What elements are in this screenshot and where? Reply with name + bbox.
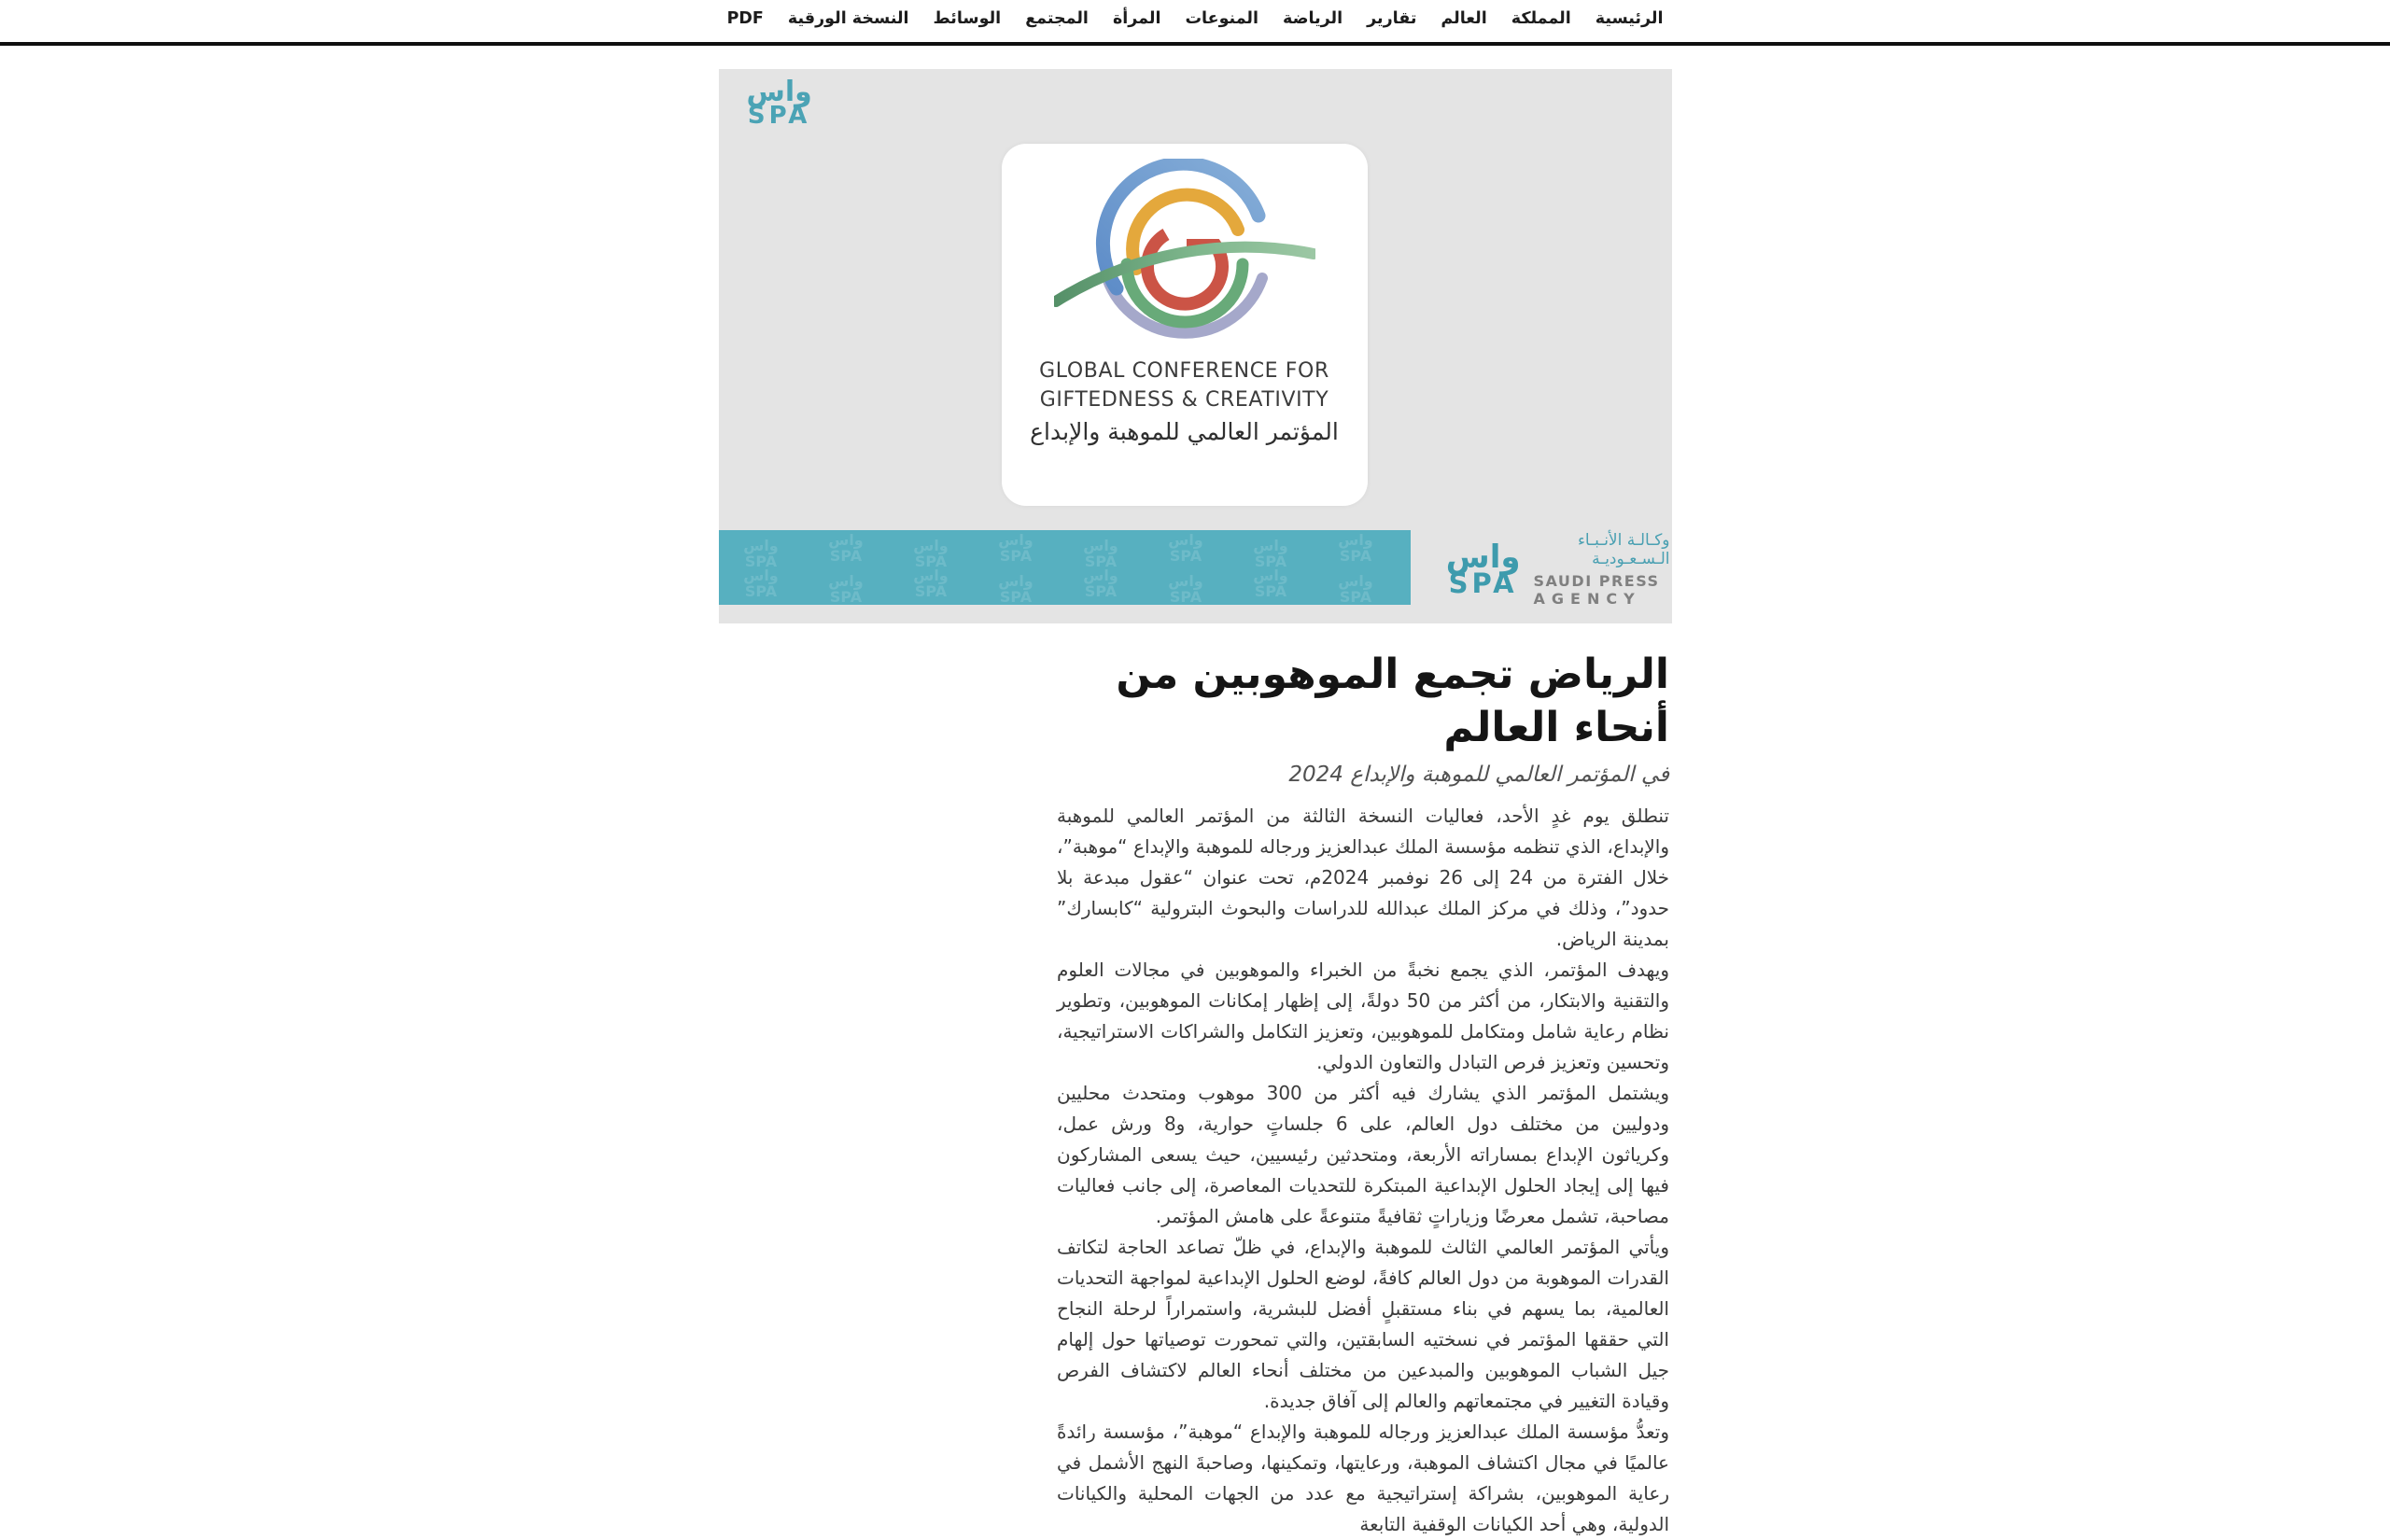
- nav-item-print-edition[interactable]: النسخة الورقية: [787, 9, 909, 28]
- spa-pattern-tile: واس SPA: [913, 537, 949, 570]
- nav-item-women[interactable]: المرأة: [1112, 9, 1161, 28]
- nav-item-world[interactable]: العالم: [1441, 9, 1487, 28]
- nav-item-sports[interactable]: الرياضة: [1283, 9, 1343, 28]
- article-paragraph: تنطلق يوم غدٍ الأحد، فعاليات النسخة الثالثة من المؤتمر العالمي للموهبة والإبداع، الذي تنظمه مؤسسة الملك عبدالعزيز ورجاله للموهبة والإبداع “موهبة”، خلال الفترة من 24 إلى 26 نوفمبر 2024م، تحت عنوان “عقول مبدعة بلا حدود”، وذلك في مركز الملك عبدالله للدراسات والبحوث البترولية “كابسارك” بمدينة الرياض.: [1057, 805, 1670, 950]
- article-body: [1057, 801, 1669, 1540]
- nav-item-media[interactable]: الوسائط: [933, 9, 1002, 28]
- spa-watermark-arabic: واس: [746, 76, 812, 108]
- agency-name-ar-line1: وكـالـة الأنـبـاء: [1577, 531, 1670, 550]
- spa-pattern-tile: [1399, 538, 1411, 573]
- agency-name-block: [1534, 531, 1670, 608]
- conference-title-en-line1: GLOBAL CONFERENCE FOR: [1039, 359, 1329, 383]
- spa-pattern-tile: واس SPA: [1338, 572, 1373, 605]
- agency-name-ar-line2: الـسـعـوديـة: [1592, 550, 1670, 568]
- conference-title-ar: المؤتمر العالمي للموهبة والإبداع: [1030, 418, 1339, 445]
- saudi-press-agency-logo: [1446, 533, 1670, 606]
- spa-pattern-tile: واس SPA: [998, 572, 1033, 605]
- conference-logo-card: [1002, 144, 1368, 506]
- agency-name-en-line2: AGENCY: [1533, 590, 1641, 608]
- article-subtitle: في المؤتمر العالمي للموهبة والإبداع 2024: [1288, 763, 1669, 787]
- spa-logo-icon: [1445, 538, 1521, 599]
- spa-watermark-latin: SPA: [747, 102, 811, 130]
- article-paragraph: ويهدف المؤتمر، الذي يجمع نخبةً من الخبراء والموهوبين في مجالات العلوم والتقنية والابتكار، من أكثر من 50 دولةً، إلى إظهار إمكانات الموهوبين، وتطوير نظام رعاية شامل ومتكامل للموهوبين، وتعزيز التكامل والشراكات الاستراتيجية، وتحسين وتعزيز فرص التبادل والتعاون الدولي.: [1057, 959, 1669, 1073]
- article-paragraph: ويشتمل المؤتمر الذي يشارك فيه أكثر من 300 موهوب ومتحدث محليين ودوليين من مختلف دول العالم، على 6 جلساتٍ حوارية، و8 ورش عمل، وكرياثون الإبداع بمساراته الأربعة، ومتحدثين رئيسيين، حيث يسعى المشاركون فيها إلى إيجاد الحلول الإبداعية المبتكرة للتحديات المعاصرة، إلى جانب فعاليات مصاحبة، تشمل معرضًا وزياراتٍ ثقافيةً متنوعةً على هامش المؤتمر.: [1057, 1082, 1670, 1227]
- article-title: الرياض تجمع الموهوبين من أنحاء العالم: [1116, 651, 1669, 751]
- article-paragraph: وتعدُّ مؤسسة الملك عبدالعزيز ورجاله للموهبة والإبداع “موهبة”، مؤسسة رائدةً عالميًا في مجال اكتشاف الموهبة، ورعايتها، وتمكينها، وصاحبةَ النهج الأشمل في رعاية الموهوبين، بشراكة إستراتيجية مع عدد من الجهات المحلية والكيانات الدولية، وهي أحد الكيانات الوقفية التابعة: [1057, 1421, 1669, 1535]
- spa-teal-banner: [719, 530, 1411, 605]
- nav-item-society[interactable]: المجتمع: [1025, 9, 1089, 28]
- spa-logo-watermark-icon: [746, 76, 812, 130]
- top-navigation-bar: [0, 0, 2390, 46]
- conference-eye-logo-icon: [1054, 159, 1315, 357]
- spa-pattern-tile: واس SPA: [1168, 572, 1203, 605]
- spa-pattern-tile: واس SPA: [1083, 537, 1118, 570]
- spa-pattern-tile: واس SPA: [1253, 567, 1288, 600]
- spa-pattern-tile: واس SPA: [1168, 531, 1203, 565]
- nav-item-reports[interactable]: تقارير: [1367, 9, 1417, 28]
- spa-pattern-tile: واس SPA: [1253, 537, 1288, 570]
- spa-pattern: [719, 532, 1411, 603]
- agency-name-en-line1: SAUDI PRESS: [1533, 572, 1660, 590]
- conference-title-en-line2: GIFTEDNESS & CREATIVITY: [1039, 388, 1329, 412]
- article: [1057, 648, 1669, 1540]
- nav-item-home[interactable]: الرئيسية: [1595, 9, 1664, 28]
- spa-pattern-tile: واس SPA: [743, 567, 779, 600]
- article-hero-image: [719, 69, 1672, 623]
- spa-pattern-tile: واس SPA: [1083, 567, 1118, 600]
- spa-pattern-tile: واس SPA: [743, 537, 779, 570]
- spa-pattern-tile: واس SPA: [828, 572, 864, 605]
- nav-item-variety[interactable]: المنوعات: [1185, 9, 1258, 28]
- spa-logo-latin: SPA: [1448, 567, 1518, 599]
- main-nav: [0, 0, 2390, 28]
- spa-pattern-tile: واس SPA: [913, 567, 949, 600]
- spa-pattern-tile: واس SPA: [828, 531, 864, 565]
- spa-pattern-tile: واس SPA: [998, 531, 1033, 565]
- article-paragraph: ويأتي المؤتمر العالمي الثالث للموهبة والإبداع، في ظلّ تصاعد الحاجة لتكاتف القدرات الموهوبة من دول العالم كافةً، لوضع الحلول الإبداعية لمواجهة التحديات العالمية، بما يسهم في بناء مستقبلٍ أفضل للبشرية، واستمراراً لرحلة النجاح التي حققها المؤتمر في نسختيه السابقتين، والتي تمحورت توصياتها حول إلهام جيل الشباب الموهوبين والمبدعين من مختلف أنحاء العالم لاكتشاف الفرص وقيادة التغيير في مجتمعاتهم والعالم إلى آفاق جديدة.: [1057, 1236, 1669, 1412]
- nav-item-kingdom[interactable]: المملكة: [1511, 9, 1571, 28]
- spa-logo-arabic: واس: [1445, 538, 1521, 576]
- nav-item-pdf[interactable]: PDF: [726, 9, 764, 28]
- spa-pattern-tile: واس SPA: [1338, 531, 1373, 565]
